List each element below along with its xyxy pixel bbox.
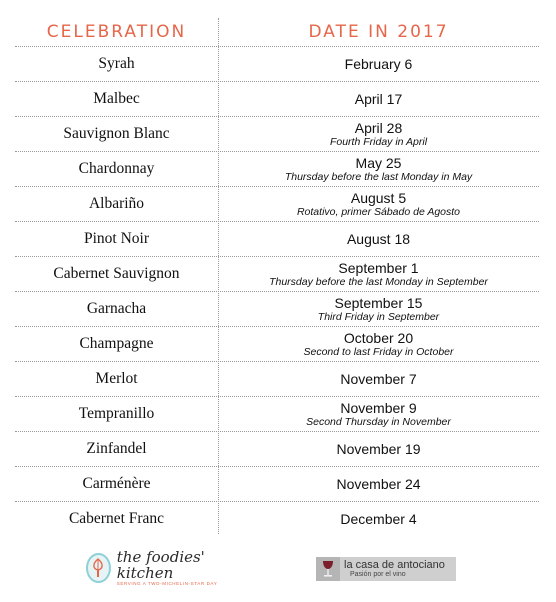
date-cell xyxy=(218,117,539,151)
date-cell xyxy=(218,152,539,186)
wine-cell xyxy=(15,187,218,221)
wine-cell xyxy=(15,82,218,116)
table-row xyxy=(15,257,539,292)
wine-cell xyxy=(15,502,218,536)
table-row xyxy=(15,502,539,536)
header-date: DATE IN 2017 xyxy=(308,22,449,42)
table-row xyxy=(15,222,539,257)
date-cell xyxy=(218,257,539,291)
wine-glass-icon xyxy=(316,557,340,581)
table-row xyxy=(15,152,539,187)
table-row xyxy=(15,47,539,82)
wine-name: Malbec xyxy=(93,90,140,107)
casa-subtitle: Pasión por el vino xyxy=(350,571,406,578)
whisk-icon xyxy=(86,553,111,583)
wine-name: Cabernet Franc xyxy=(68,510,165,527)
table-row xyxy=(15,117,539,152)
table-body xyxy=(15,47,539,536)
wine-name: Merlot xyxy=(95,370,138,387)
wine-name: Garnacha xyxy=(86,300,147,317)
date-cell xyxy=(218,222,539,256)
casa-title: la casa de antociano xyxy=(344,559,445,571)
wine-cell xyxy=(15,47,218,81)
date-cell xyxy=(218,187,539,221)
celebration-date: April 28 xyxy=(354,119,403,136)
celebration-date: September 15 xyxy=(334,294,423,311)
wine-name: Sauvignon Blanc xyxy=(63,125,170,142)
wine-name: Chardonnay xyxy=(78,160,155,177)
wine-name: Cabernet Sauvignon xyxy=(53,265,180,282)
wine-cell xyxy=(15,257,218,291)
date-rule-note: Thursday before the last Monday in May xyxy=(284,170,473,183)
celebration-date: February 6 xyxy=(344,55,413,72)
casa-antociano-logo xyxy=(316,557,456,581)
wine-cell xyxy=(15,432,218,466)
celebration-date: October 20 xyxy=(343,329,414,346)
table-row xyxy=(15,187,539,222)
table-row xyxy=(15,432,539,467)
table-header xyxy=(15,18,539,47)
wine-cell xyxy=(15,292,218,326)
date-rule-note: Second Thursday in November xyxy=(306,415,451,428)
wine-cell xyxy=(15,117,218,151)
celebration-date: December 4 xyxy=(340,510,417,527)
wine-name: Pinot Noir xyxy=(83,230,150,247)
table-row xyxy=(15,362,539,397)
wine-name: Zinfandel xyxy=(86,440,147,457)
wine-name: Albariño xyxy=(88,195,145,212)
celebration-date: November 19 xyxy=(336,440,421,457)
wine-cell xyxy=(15,152,218,186)
date-cell xyxy=(218,327,539,361)
date-rule-note: Fourth Friday in April xyxy=(329,135,428,148)
table-row xyxy=(15,397,539,432)
wine-name: Tempranillo xyxy=(78,405,155,422)
date-cell xyxy=(218,82,539,116)
date-cell xyxy=(218,467,539,501)
celebration-date: November 9 xyxy=(340,399,417,416)
date-cell xyxy=(218,397,539,431)
header-celebration: CELEBRATION xyxy=(46,22,187,42)
date-rule-note: Third Friday in September xyxy=(317,310,440,323)
wine-cell xyxy=(15,222,218,256)
date-cell xyxy=(218,47,539,81)
table-row xyxy=(15,327,539,362)
table-row xyxy=(15,467,539,502)
celebration-date: May 25 xyxy=(355,154,402,171)
date-cell xyxy=(218,362,539,396)
wine-name: Carménère xyxy=(82,475,151,492)
wine-name: Syrah xyxy=(98,55,135,72)
date-rule-note: Rotativo, primer Sábado de Agosto xyxy=(296,205,461,218)
date-cell xyxy=(218,292,539,326)
celebration-date: November 24 xyxy=(336,475,421,492)
date-rule-note: Thursday before the last Monday in September xyxy=(269,275,488,288)
wine-cell xyxy=(15,327,218,361)
wine-name: Champagne xyxy=(79,335,154,352)
celebration-date: August 18 xyxy=(346,230,411,247)
table-row xyxy=(15,82,539,117)
celebration-date: April 17 xyxy=(354,90,403,107)
celebration-date: September 1 xyxy=(338,259,419,276)
column-divider xyxy=(218,18,219,534)
foodies-kitchen-logo xyxy=(86,550,236,586)
brand-name: the foodies' kitchen xyxy=(116,548,205,582)
table-row xyxy=(15,292,539,327)
wine-cell xyxy=(15,362,218,396)
celebration-date: November 7 xyxy=(340,370,417,387)
brand-tagline: SERVING A TWO-MICHELIN-STAR DAY xyxy=(116,581,218,586)
date-rule-note: Second to last Friday in October xyxy=(303,345,454,358)
date-cell xyxy=(218,432,539,466)
wine-cell xyxy=(15,467,218,501)
wine-cell xyxy=(15,397,218,431)
date-cell xyxy=(218,502,539,536)
wine-celebration-table xyxy=(15,18,539,536)
celebration-date: August 5 xyxy=(350,189,407,206)
